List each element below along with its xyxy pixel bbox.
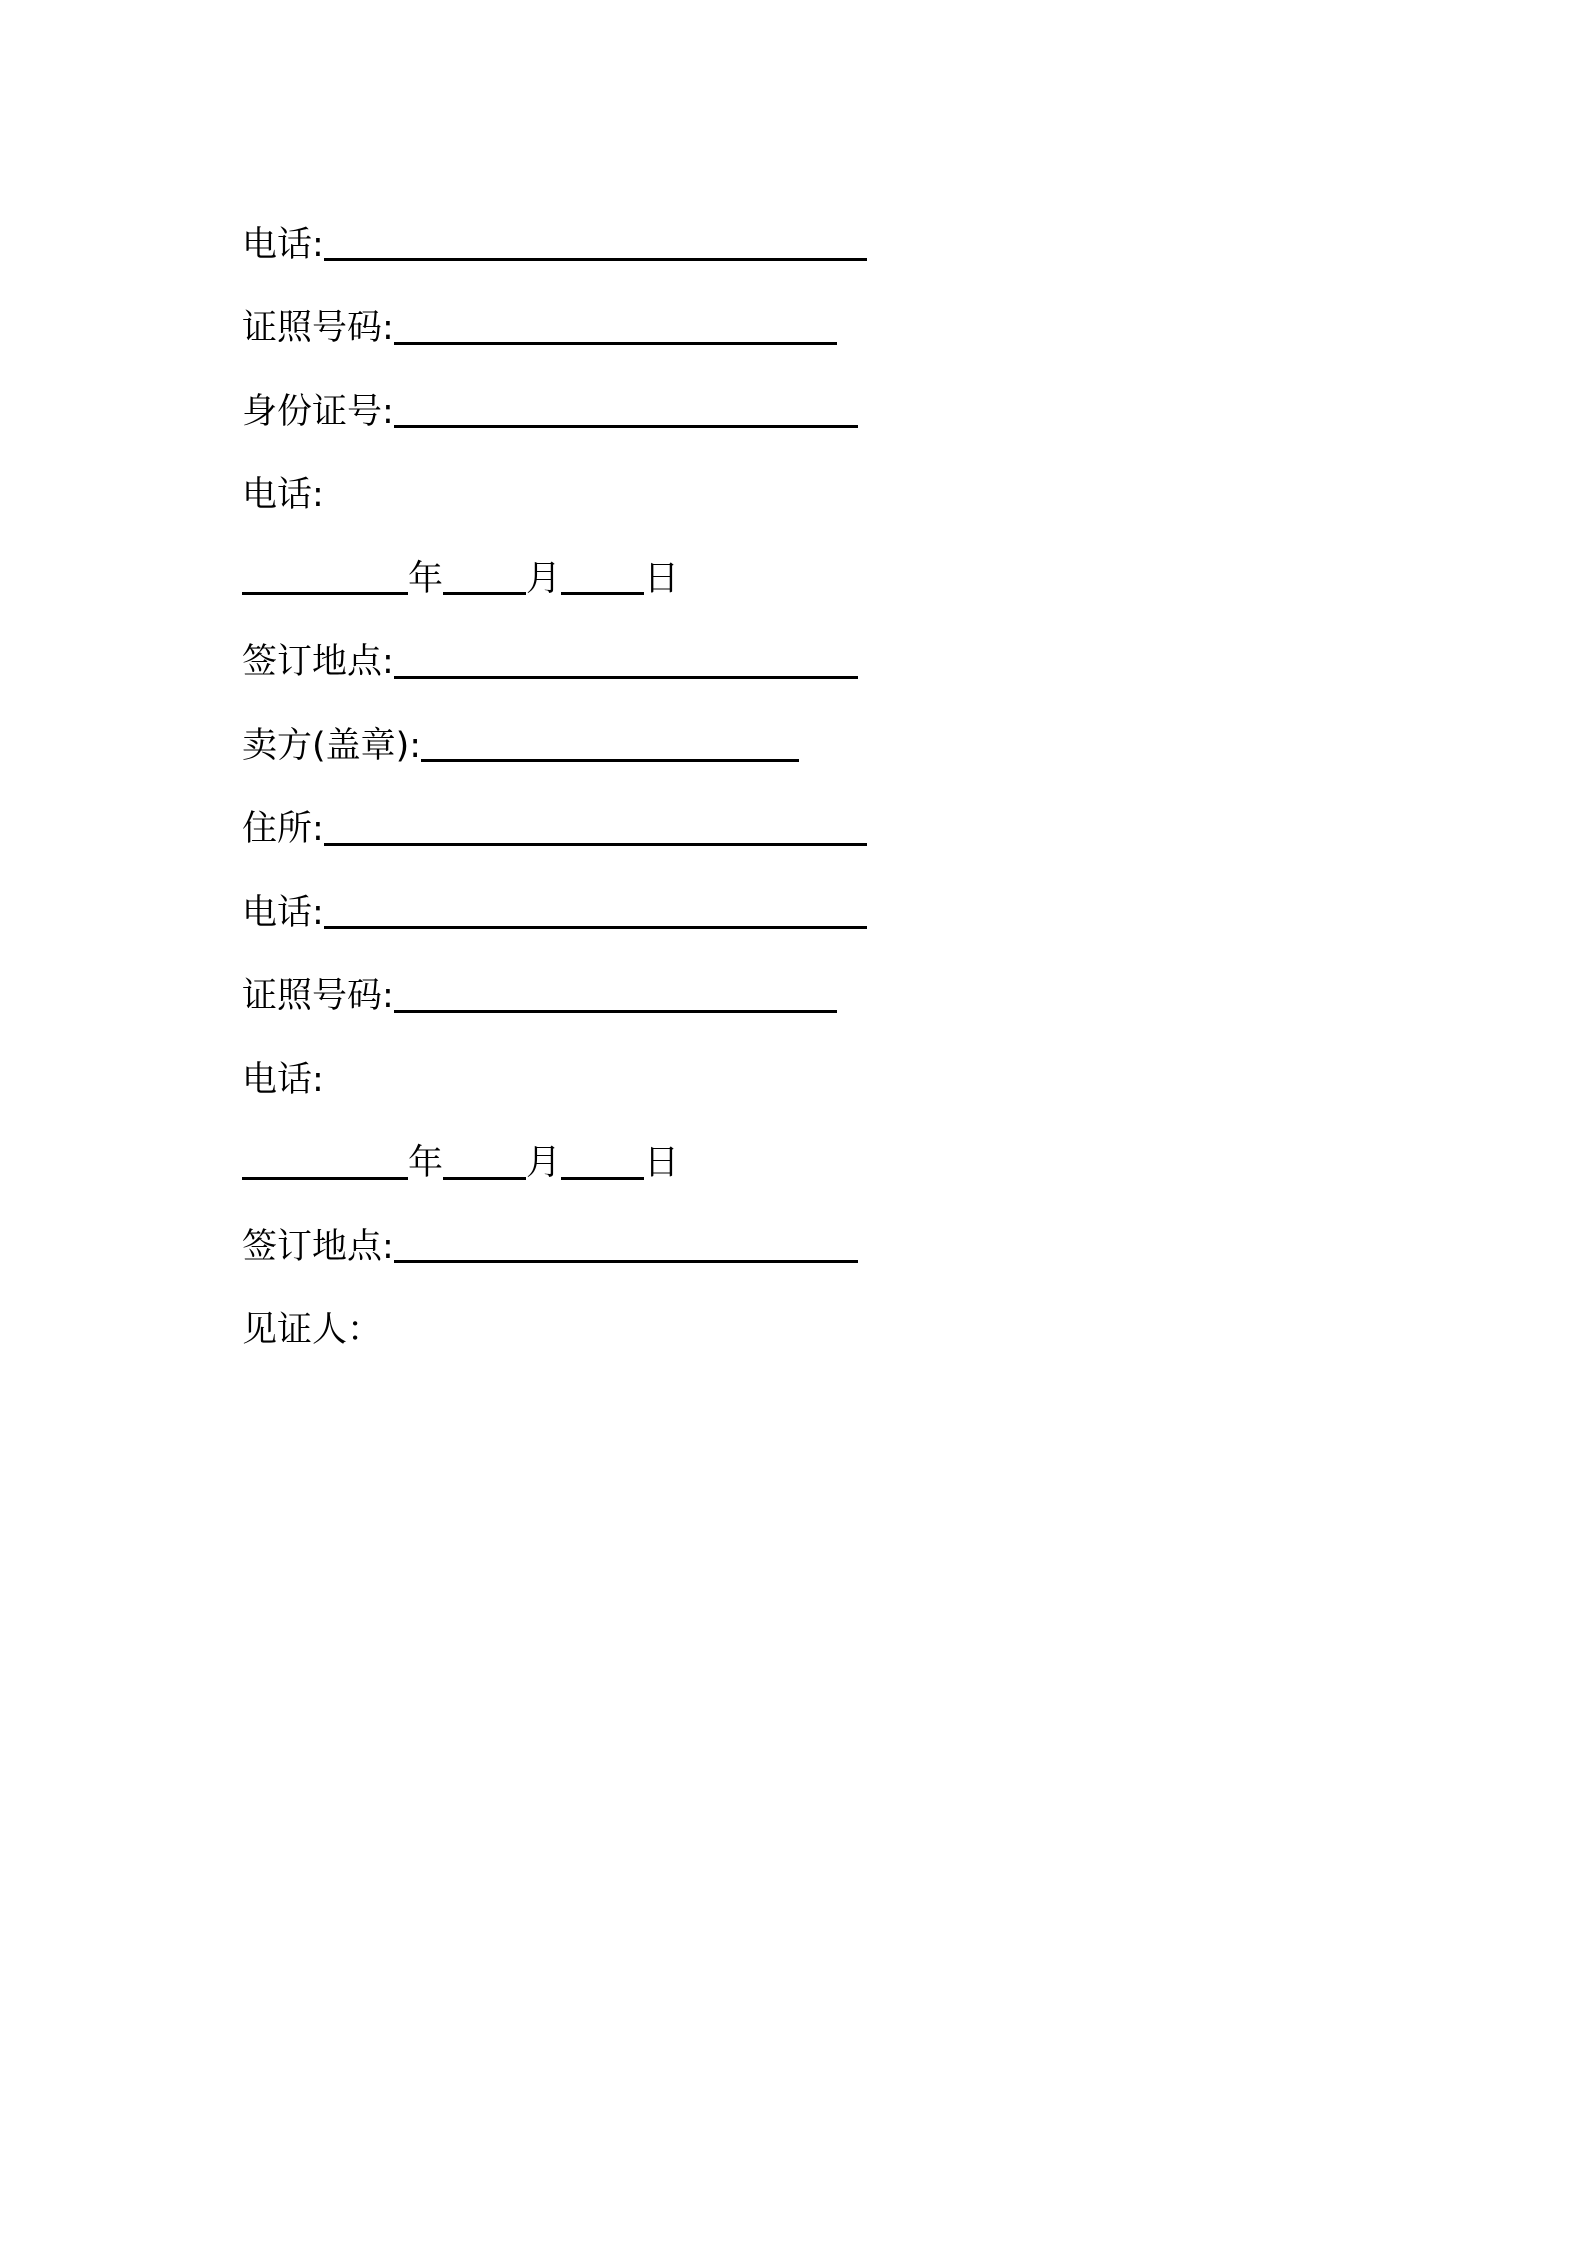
signing-place-label: 签订地点: (242, 1226, 394, 1267)
license-number-line (242, 284, 867, 368)
address-blank (324, 813, 867, 846)
month-blank (443, 1147, 526, 1180)
phone-blank (324, 228, 867, 261)
phone-label: 电话: (242, 892, 324, 933)
day-blank (561, 1147, 644, 1180)
phone-label: 电话: (242, 224, 324, 265)
day-blank (561, 562, 644, 595)
seller-seal-label: 卖方(盖章): (242, 725, 422, 766)
phone-label: 电话: (242, 1059, 324, 1100)
license-number-blank (394, 980, 837, 1013)
phone-line (242, 868, 867, 952)
id-number-line (242, 367, 867, 451)
signing-place-line (242, 618, 867, 702)
phone-blank (324, 896, 867, 929)
signing-place-blank (394, 646, 858, 679)
signing-place-label: 签订地点: (242, 642, 394, 683)
day-label: 日 (644, 1143, 680, 1184)
seller-seal-line (242, 701, 867, 785)
id-number-blank (394, 395, 858, 428)
address-line (242, 785, 867, 869)
witness-label: 见证人： (242, 1310, 383, 1351)
phone-line (242, 1035, 867, 1119)
signing-place-blank (394, 1230, 858, 1263)
address-label: 住所: (242, 809, 324, 850)
month-label: 月 (526, 558, 562, 599)
year-label: 年 (408, 558, 444, 599)
seller-seal-blank (421, 729, 799, 762)
date-line (242, 1119, 867, 1203)
month-blank (443, 562, 526, 595)
witness-line (242, 1286, 867, 1370)
date-line (242, 534, 867, 618)
license-number-label: 证照号码: (242, 308, 394, 349)
signing-place-line (242, 1202, 867, 1286)
form-lines (242, 200, 867, 1369)
year-blank (242, 1147, 408, 1180)
month-label: 月 (526, 1143, 562, 1184)
phone-label: 电话: (242, 475, 324, 516)
license-number-line (242, 952, 867, 1036)
id-number-label: 身份证号: (242, 391, 394, 432)
license-number-blank (394, 312, 837, 345)
license-number-label: 证照号码: (242, 976, 394, 1017)
phone-line (242, 451, 867, 535)
year-blank (242, 562, 408, 595)
day-label: 日 (644, 558, 680, 599)
year-label: 年 (408, 1143, 444, 1184)
phone-line (242, 200, 867, 284)
